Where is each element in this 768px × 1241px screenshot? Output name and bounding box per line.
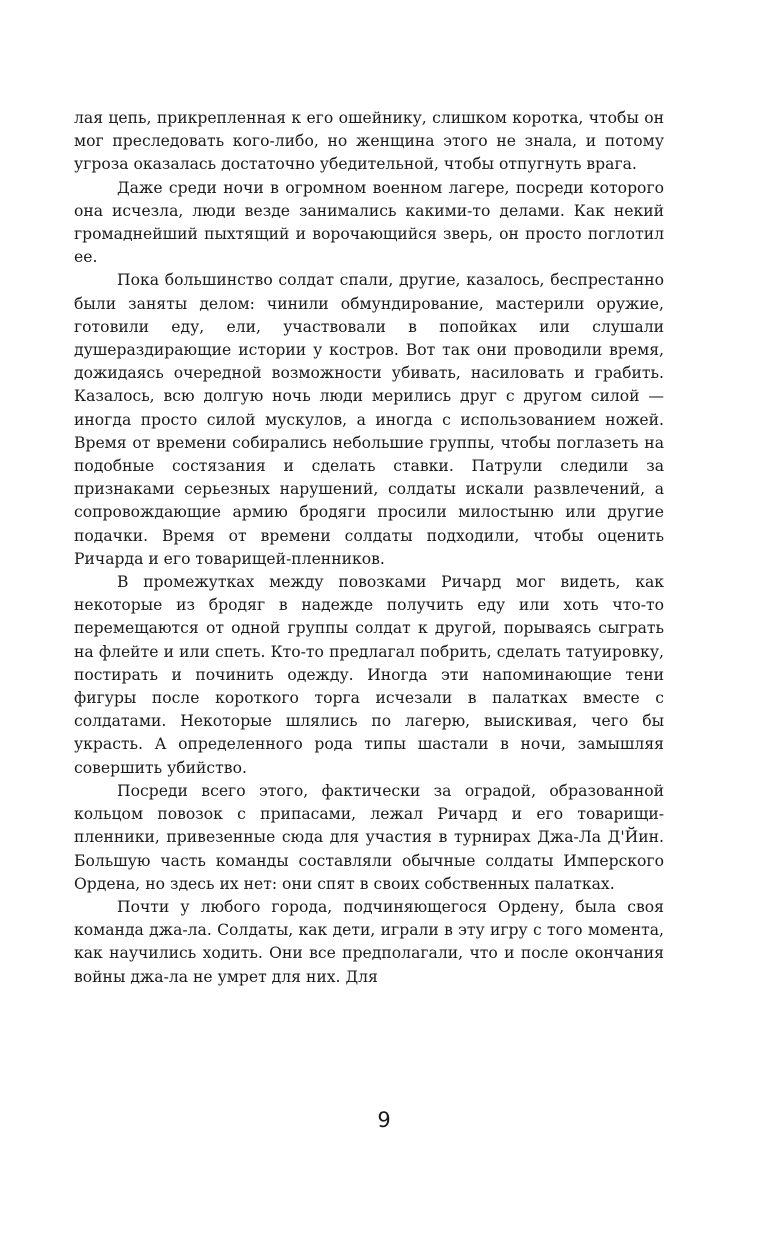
page-text-block — [74, 107, 664, 989]
paragraph: лая цепь, прикрепленная к его ошейнику, слишком коротка, чтобы он мог преследовать кого-либо, но женщина этого не знала, и потому угроза оказалась достаточно убедительной, чтобы отпугнуть врага. — [74, 109, 664, 174]
paragraph: Посреди всего этого, фактически за оградой, образованной кольцом повозок с припасами, лежал Ричард и его товарищи-пленники, привезенные сюда для участия в турнирах Джа-Ла Д'Йин. Большую часть команды составляли обычные солдаты Имперского Ордена, но здесь их нет: они спят в своих собственных палатках. — [74, 781, 664, 893]
paragraph: Пока большинство солдат спали, другие, казалось, беспрестанно были заняты делом: чинили обмундирование, мастерили оружие, готовили еду, ели, участвовали в попойках или слушали душераздирающие истории у костров. Вот так они проводили время, дожидаясь очередной возможности убивать, насиловать и грабить. Казалось, всю долгую ночь люди мерились друг с другом силой — иногда просто силой мускулов, а иногда с использованием ножей. Время от времени собирались небольшие группы, чтобы поглазеть на подобные состязания и сделать ставки. Патрули следили за признаками серьезных нарушений, солдаты искали развлечений, а сопровождающие армию бродяги просили милостыню или другие подачки. Время от времени солдаты подходили, чтобы оценить Ричарда и его товарищей-пленников. — [74, 271, 664, 568]
paragraph: В промежутках между повозками Ричард мог видеть, как некоторые из бродяг в надежде получить еду или хоть что-то перемещаются от одной группы солдат к другой, порываясь сыграть на флейте и или спеть. Кто-то предлагал побрить, сделать татуировку, постирать и починить одежду. Иногда эти напоминающие тени фигуры после короткого торга исчезали в палатках вместе с солдатами. Некоторые шлялись по лагерю, выискивая, чего бы украсть. А определенного рода типы шастали в ночи, замышляя совершить убийство. — [74, 573, 664, 777]
paragraph: Почти у любого города, подчиняющегося Ордену, была своя команда джа-ла. Солдаты, как дети, играли в эту игру с того момента, как научились ходить. Они все предполагали, что и после окончания войны джа-ла не умрет для них. Для — [74, 897, 664, 986]
paragraph: Даже среди ночи в огромном военном лагере, посреди которого она исчезла, люди везде занимались какими-то делами. Как некий громаднейший пыхтящий и ворочающийся зверь, он просто поглотил ее. — [74, 178, 664, 267]
page-number: 9 — [377, 1108, 391, 1132]
